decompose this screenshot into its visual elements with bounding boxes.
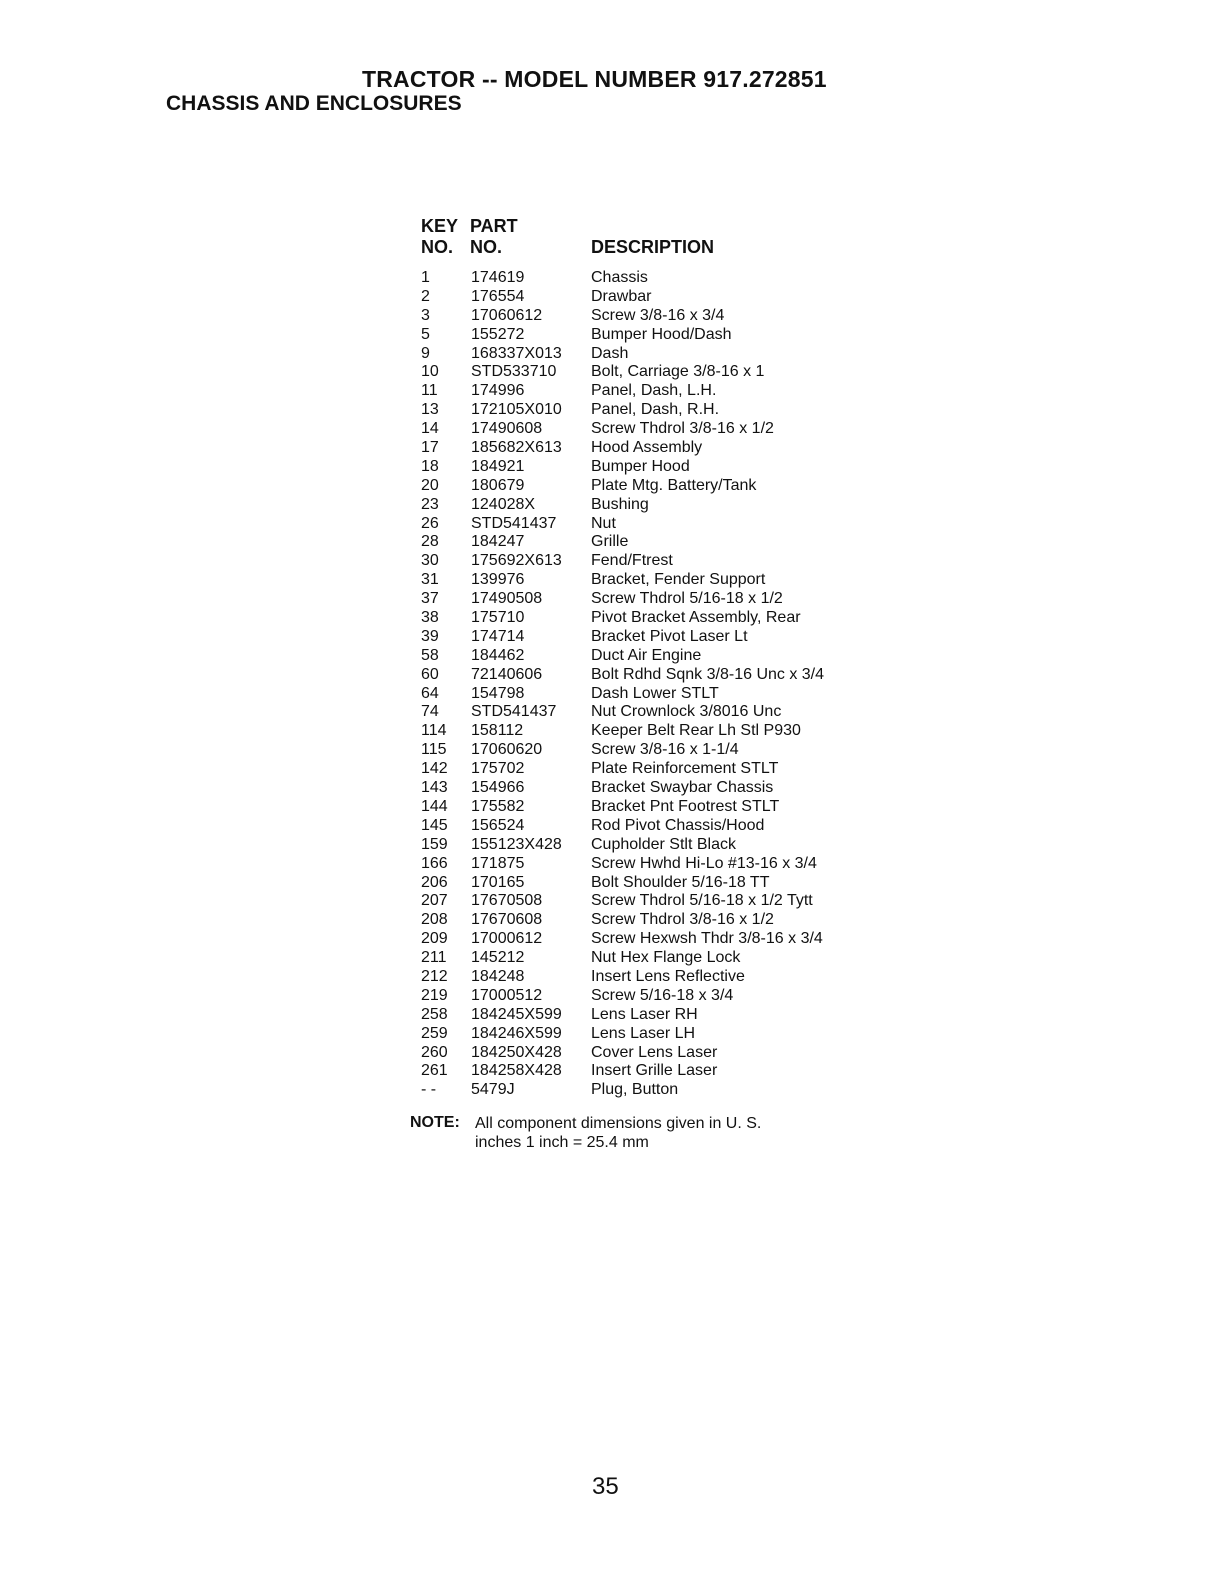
part-description: Bracket Pivot Laser Lt [591,627,748,645]
part-key-number: 1 [421,269,430,286]
part-description: Nut Hex Flange Lock [591,949,741,967]
part-description: Panel, Dash, R.H. [591,401,720,419]
part-key-number: 166 [421,854,448,872]
part-description: Dash Lower STLT [591,684,719,702]
part-number: 174714 [471,627,525,645]
part-key-number: 5 [421,325,430,343]
part-description: Screw 5/16-18 x 3/4 [591,986,734,1004]
part-key-number: 20 [421,476,439,494]
part-number: 184921 [471,457,525,475]
column-header-part-line1: PART [470,216,518,236]
part-key-number: 3 [421,306,430,324]
part-description: Screw Hexwsh Thdr 3/8-16 x 3/4 [591,930,823,948]
part-number: 184250X428 [471,1043,562,1061]
part-number: 5479J [471,1081,515,1099]
part-description: Bumper Hood/Dash [591,325,732,343]
part-description: Lens Laser RH [591,1005,698,1023]
part-number: 175710 [471,609,525,627]
part-number: 184258X428 [471,1062,562,1080]
part-key-number: 159 [421,835,448,853]
part-description: Nut [591,514,616,532]
part-number: 184248 [471,967,525,985]
part-description: Plug, Button [591,1081,679,1099]
part-description: Hood Assembly [591,439,703,457]
part-key-number: 9 [421,344,430,362]
part-number: 17670508 [471,892,543,910]
part-description: Plate Mtg. Battery/Tank [591,476,757,494]
part-number: 155123X428 [471,835,562,853]
column-header-key-line2: NO. [421,237,454,257]
part-number: 172105X010 [471,401,562,419]
part-description: Dash [591,344,629,362]
part-description: Screw 3/8-16 x 3/4 [591,306,725,324]
part-description: Bolt Rdhd Sqnk 3/8-16 Unc x 3/4 [591,665,825,683]
part-key-number: 114 [421,722,447,740]
part-key-number: 26 [421,514,439,532]
part-key-number: 261 [421,1062,448,1080]
part-description: Keeper Belt Rear Lh Stl P930 [591,722,801,740]
part-key-number: 259 [421,1024,448,1042]
part-key-number: 13 [421,401,439,419]
part-number: 17060612 [471,306,543,324]
part-number: 171875 [471,854,525,872]
part-description: Insert Grille Laser [591,1062,718,1080]
part-key-number: - - [421,1081,437,1099]
part-key-number: 10 [421,363,439,381]
part-key-number: 260 [421,1043,448,1061]
part-description: Insert Lens Reflective [591,967,745,985]
part-key-number: 17 [421,439,439,457]
part-key-number: 60 [421,665,439,683]
part-description: Screw Thdrol 3/8-16 x 1/2 [591,420,774,438]
part-number: 184247 [471,533,525,551]
part-number: 174996 [471,382,525,400]
column-header-part-line2: NO. [470,237,503,257]
part-key-number: 64 [421,684,439,702]
part-key-number: 31 [421,571,439,589]
part-number: 175582 [471,797,525,815]
part-number: 124028X [471,495,536,513]
part-key-number: 14 [421,420,439,438]
part-description: Fend/Ftrest [591,552,673,570]
part-description: Lens Laser LH [591,1024,696,1042]
part-key-number: 115 [421,741,447,759]
part-description: Pivot Bracket Assembly, Rear [591,609,801,627]
part-description: Rod Pivot Chassis/Hood [591,816,765,834]
part-number: STD541437 [471,514,557,532]
part-description: Screw Hwhd Hi-Lo #13-16 x 3/4 [591,854,817,872]
part-number: 168337X013 [471,344,562,362]
part-key-number: 207 [421,892,448,910]
part-number: 174619 [471,269,525,286]
note-text: All component dimensions given in U. S. inches 1 inch = 25.4 mm [475,1115,762,1151]
part-description: Chassis [591,269,648,286]
part-description: Bolt, Carriage 3/8-16 x 1 [591,363,765,381]
part-number: 185682X613 [471,439,562,457]
part-key-number: 211 [421,949,447,967]
part-number: 139976 [471,571,525,589]
part-key-number: 142 [421,760,448,778]
part-description: Bracket, Fender Support [591,571,766,589]
part-number: 175702 [471,760,525,778]
part-description: Drawbar [591,287,652,305]
note-label: NOTE: [410,1114,460,1131]
part-number: 175692X613 [471,552,562,570]
part-key-number: 18 [421,457,439,475]
part-number: 158112 [471,722,524,740]
section-title: CHASSIS AND ENCLOSURES [166,92,462,115]
column-header-key-line1: KEY [421,216,459,236]
part-key-number: 23 [421,495,439,513]
part-description: Bumper Hood [591,457,690,475]
part-number: 145212 [471,949,525,967]
part-description: Nut Crownlock 3/8016 Unc [591,703,782,721]
part-number: 154966 [471,779,525,797]
part-key-number: 37 [421,590,439,608]
part-description: Grille [591,533,629,551]
part-key-number: 30 [421,552,439,570]
part-description: Cover Lens Laser [591,1043,718,1061]
part-key-number: 74 [421,703,439,721]
part-number: 180679 [471,476,525,494]
part-key-number: 143 [421,779,448,797]
part-key-number: 28 [421,533,439,551]
part-key-number: 212 [421,967,448,985]
column-header-description: DESCRIPTION [591,237,715,257]
part-number: 176554 [471,287,525,305]
part-key-number: 38 [421,609,439,627]
part-key-number: 208 [421,911,448,929]
part-number: 72140606 [471,665,543,683]
part-key-number: 145 [421,816,448,834]
part-description: Duct Air Engine [591,646,702,664]
part-number: 155272 [471,325,525,343]
page-title: TRACTOR -- MODEL NUMBER 917.272851 [362,66,827,92]
part-key-number: 144 [421,797,448,815]
part-key-number: 258 [421,1005,448,1023]
part-key-number: 209 [421,930,448,948]
part-description: Cupholder Stlt Black [591,835,736,853]
part-number: STD533710 [471,363,557,381]
part-description: Screw Thdrol 5/16-18 x 1/2 [591,590,783,608]
part-description: Screw 3/8-16 x 1-1/4 [591,741,739,759]
part-number: 17060620 [471,741,543,759]
part-number: 184246X599 [471,1024,562,1042]
part-key-number: 2 [421,287,430,305]
part-key-number: 58 [421,646,439,664]
part-key-number: 206 [421,873,448,891]
part-number: STD541437 [471,703,557,721]
part-number: 17670608 [471,911,543,929]
part-description: Screw Thdrol 3/8-16 x 1/2 [591,911,774,929]
part-description: Panel, Dash, L.H. [591,382,717,400]
part-key-number: 219 [421,986,448,1004]
part-number: 156524 [471,816,525,834]
part-key-number: 11 [421,382,438,400]
page-number: 35 [592,1473,619,1500]
part-description: Bushing [591,495,649,513]
part-number: 184462 [471,646,525,664]
part-number: 170165 [471,873,525,891]
part-description: Bracket Pnt Footrest STLT [591,797,780,815]
part-number: 154798 [471,684,525,702]
part-number: 17490508 [471,590,543,608]
part-number: 17000612 [471,930,543,948]
part-description: Screw Thdrol 5/16-18 x 1/2 Tytt [591,892,813,910]
part-key-number: 39 [421,627,439,645]
part-description: Bolt Shoulder 5/16-18 TT [591,873,770,891]
part-number: 17490608 [471,420,543,438]
part-description: Bracket Swaybar Chassis [591,779,774,797]
part-number: 184245X599 [471,1005,562,1023]
part-number: 17000512 [471,986,543,1004]
part-description: Plate Reinforcement STLT [591,760,779,778]
